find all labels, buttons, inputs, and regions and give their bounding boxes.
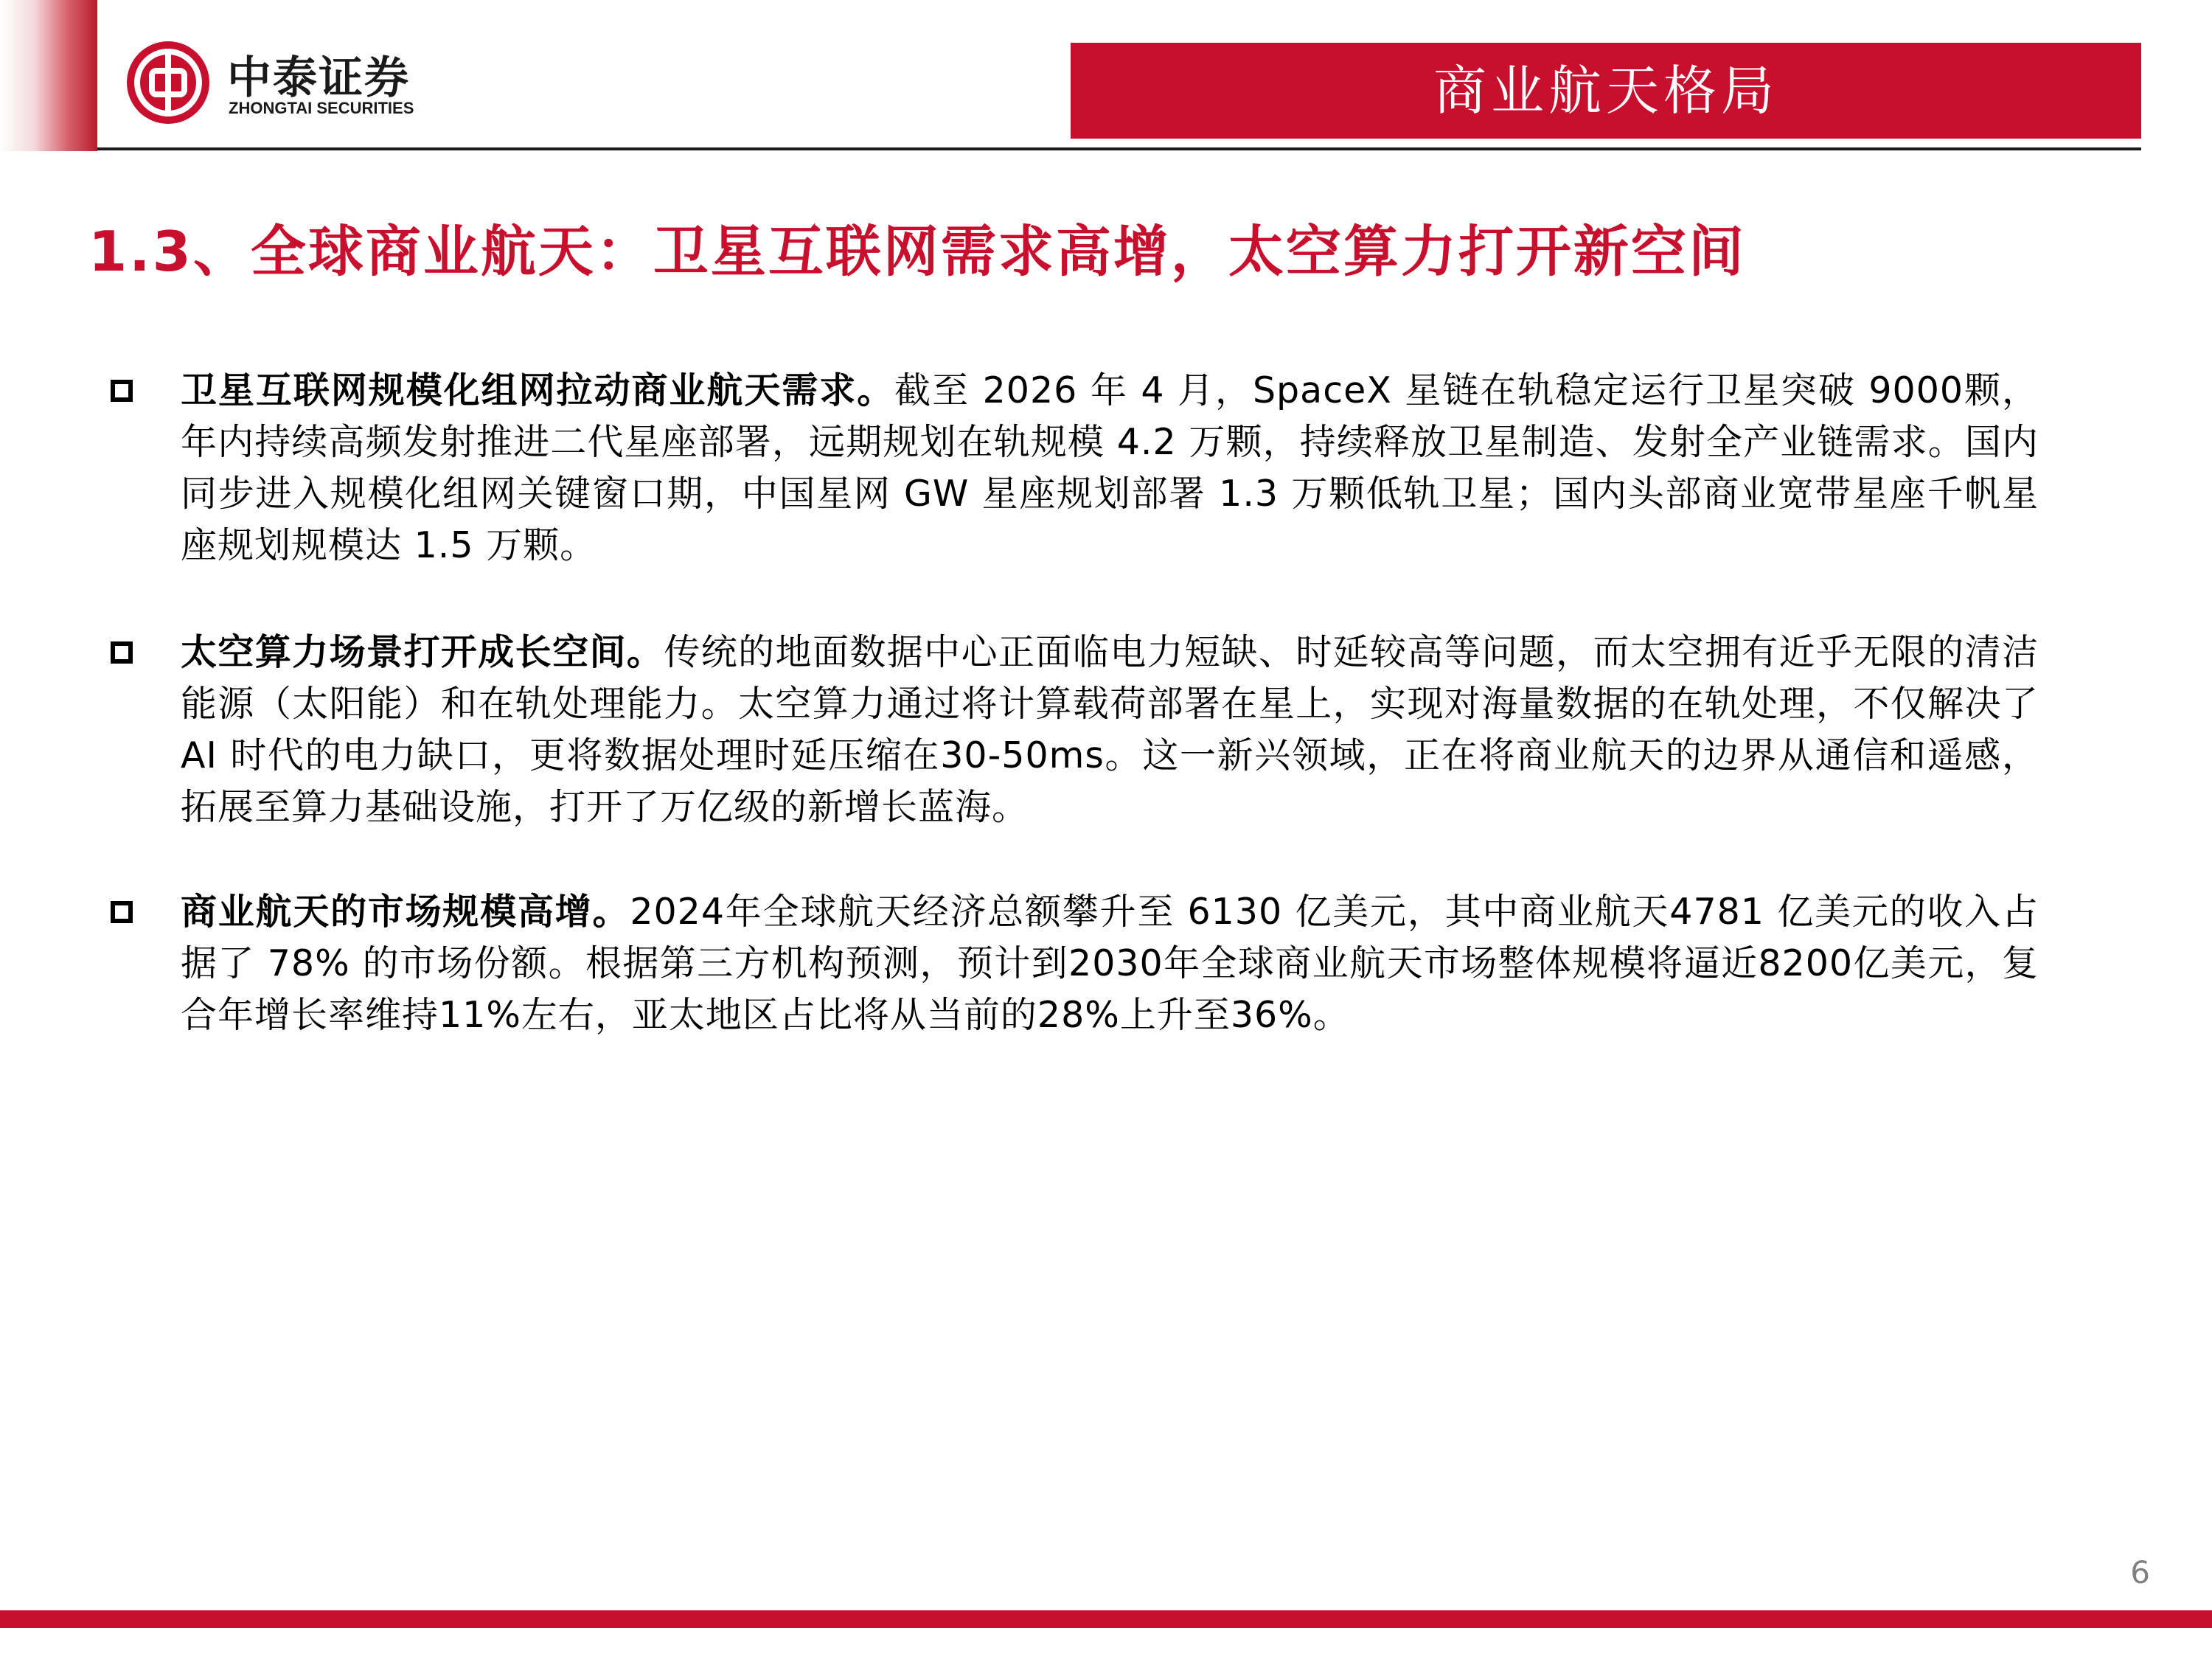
bullet-text — [181, 627, 2039, 833]
header-gradient-bar — [0, 0, 97, 151]
bullet-lead: 商业航天的市场规模高增。 — [181, 891, 630, 933]
bullet-text — [181, 365, 2039, 571]
bullet-body: 传统的地面数据中心正面临电力短缺、时延较高等问题，而太空拥有近乎无限的清洁能源（太阳能）和在轨处理能力。太空算力通过将计算载荷部署在星上，实现对海量数据的在轨处理，不仅解决了 AI 时代的电力缺口，更将数据处理时延压缩在30-50ms。这一新兴领域，正在将商业航天的边界从通信和遥感，拓展至算力基础设施，打开了万亿级的新增长蓝海。 — [181, 631, 2039, 828]
square-bullet-icon — [111, 641, 133, 664]
logo-english-name: ZHONGTAI SECURITIES — [229, 99, 414, 117]
square-bullet-icon — [111, 901, 133, 923]
page-number: 6 — [2130, 1554, 2150, 1590]
zhongtai-logo-icon — [124, 38, 212, 127]
header-divider — [97, 147, 2141, 150]
brand-logo — [124, 38, 463, 127]
bullet-body: 2024年全球航天经济总额攀升至 6130 亿美元，其中商业航天4781 亿美元的收入占据了 78% 的市场份额。根据第三方机构预测，预计到2030年全球商业航天市场整体规模将逼近8200亿美元，复合年增长率维持11%左右，亚太地区占比将从当前的28%上升至36%。 — [181, 891, 2039, 1036]
section-banner: 商业航天格局 — [1071, 43, 2141, 139]
logo-chinese-name: 中泰证券 — [227, 52, 410, 104]
bullet-text — [181, 886, 2039, 1041]
bullet-body: 截至 2026 年 4 月，SpaceX 星链在轨稳定运行卫星突破 9000颗，年内持续高频发射推进二代星座部署，远期规划在轨规模 4.2 万颗，持续释放卫星制造、发射全产业链需求。国内同步进入规模化组网关键窗口期，中国星网 GW 星座规划部署 1.3 万颗低轨卫星；国内头部商业宽带星座千帆星座规划规模达 1.5 万颗。 — [181, 369, 2039, 566]
bullet-lead: 太空算力场景打开成长空间。 — [181, 631, 664, 673]
bullet-lead: 卫星互联网规模化组网拉动商业航天需求。 — [181, 369, 895, 411]
square-bullet-icon — [111, 380, 133, 402]
page-title: 1.3、全球商业航天：卫星互联网需求高增，太空算力打开新空间 — [88, 219, 1746, 284]
footer-bar — [0, 1610, 2212, 1628]
